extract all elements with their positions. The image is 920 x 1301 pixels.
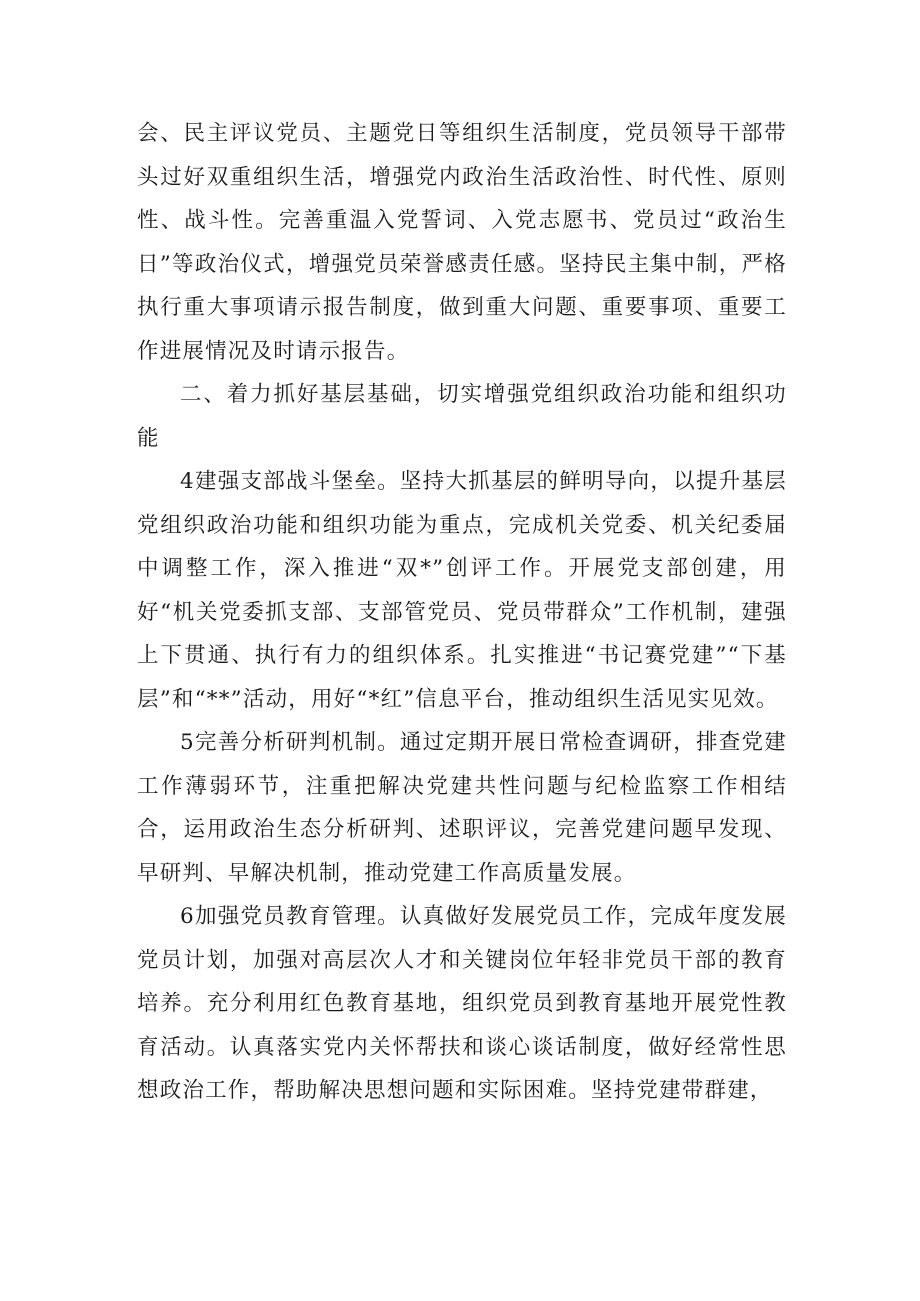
paragraph-item-4: 4建强支部战斗堡垒。坚持大抓基层的鲜明导向，以提升基层党组织政治功能和组织功能为重点，完成机关党委、机关纪委届中调整工作，深入推进“双*”创评工作。开展党支部创建，用好“机关党委抓支部、支部管党员、党员带群众”工作机制，建强上下贯通、执行有力的组织体系。扎实推进“书记赛党建”“下基层”和“**”活动，用好“*红”信息平台，推动组织生活见实见效。 [137, 469, 787, 712]
paragraph-continuation: 会、民主评议党员、主题党日等组织生活制度，党员领导干部带头过好双重组织生活，增强党内政治生活政治性、时代性、原则性、战斗性。完善重温入党誓词、入党志愿书、党员过“政治生日”等政治仪式，增强党员荣誉感责任感。坚持民主集中制，严格执行重大事项请示报告制度，做到重大问题、重要事项、重要工作进展情况及时请示报告。 [137, 121, 787, 364]
section-heading-2: 二、着力抓好基层基础，切实增强党组织政治功能和组织功能 [137, 382, 787, 451]
document-body [137, 112, 787, 1113]
paragraph-item-6: 6加强党员教育管理。认真做好发展党员工作，完成年度发展党员计划，加强对高层次人才和关键岗位年轻非党员干部的教育培养。充分利用红色教育基地，组织党员到教育基地开展党性教育活动。认真落实党内关怀帮扶和谈心谈话制度，做好经常性思想政治工作，帮助解决思想问题和实际困难。坚持党建带群建， [137, 904, 787, 1103]
paragraph-item-5: 5完善分析研判机制。通过定期开展日常检查调研，排查党建工作薄弱环节，注重把解决党建共性问题与纪检监察工作相结合，运用政治生态分析研判、述职评议，完善党建问题早发现、早研判、早解决机制，推动党建工作高质量发展。 [137, 730, 787, 886]
